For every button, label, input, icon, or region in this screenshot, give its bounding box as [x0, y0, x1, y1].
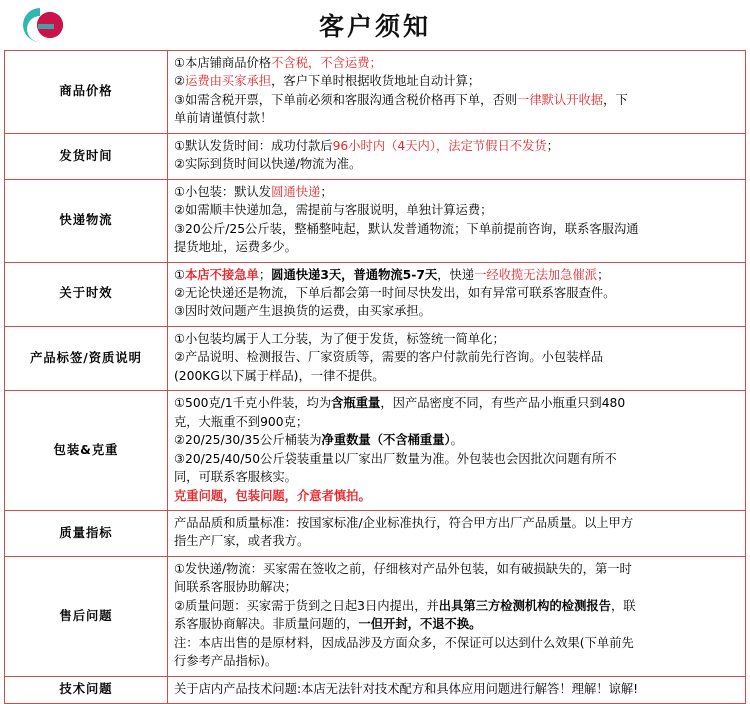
content-line — [174, 469, 739, 486]
row-label: 发货时间 — [5, 133, 168, 179]
table-row — [5, 262, 746, 326]
content-text: ； — [320, 184, 333, 199]
content-text: 克，大瓶重不到900克； — [174, 414, 309, 429]
content-line — [174, 515, 739, 532]
content-text: (200KG以下属于样品)，一律不提供。 — [174, 368, 385, 383]
content-text: 注：本店出售的是原材料，因成品涉及方面众多，不保证可以达到什么效果(下单前先 — [174, 635, 634, 650]
row-content — [168, 133, 746, 179]
content-line — [174, 653, 739, 670]
content-text: ② — [174, 74, 186, 89]
content-line — [174, 616, 739, 633]
content-text: 96小时内（4天内），法定节假日不发货 — [332, 138, 547, 153]
content-text: 。 — [450, 433, 463, 448]
content-text: 产品品质和质量标准：按国家标准/企业标准执行，符合甲方出厂产品质量。以上甲方 — [174, 515, 634, 530]
content-line — [174, 55, 739, 72]
content-text: ③20公斤/25公斤装，整桶整吨起，默认发普通物流；下单前提前咨询，联系客服沟通 — [174, 221, 639, 236]
content-text: ①本店铺商品价格 — [174, 56, 272, 70]
notice-table — [4, 50, 746, 704]
content-line — [174, 303, 739, 320]
row-content — [168, 179, 746, 262]
content-text: 出具第三方检测机构的检测报告 — [438, 598, 611, 613]
content-text: 含瓶重量 — [331, 396, 381, 411]
page-header — [0, 0, 750, 50]
content-text: ，联 — [610, 598, 636, 613]
page-title: 客户须知 — [318, 12, 431, 41]
content-text: ②无论快递还是物流，下单后都会第一时间尽快发出，如有异常可联系客服查件。 — [174, 285, 616, 300]
content-text: 一经收揽无法加急催派 — [474, 267, 598, 282]
content-line — [174, 368, 739, 385]
content-text: ②产品说明、检测报告、厂家资质等，需要的客户付款前先行咨询。小包装样品 — [174, 350, 604, 365]
table-row — [5, 391, 746, 511]
content-line — [174, 598, 739, 615]
row-label: 快递物流 — [5, 179, 168, 262]
row-content — [168, 262, 746, 326]
content-line — [174, 221, 739, 238]
content-line — [174, 533, 739, 550]
content-text: 运费由买家承担 — [185, 74, 272, 89]
row-label: 技术问题 — [5, 676, 168, 703]
content-text: ①小包装均属于人工分装，为了便于发货，标签统一简单化； — [174, 331, 505, 346]
content-line — [174, 432, 739, 449]
row-content — [168, 676, 746, 703]
company-logo — [8, 2, 78, 48]
content-line — [174, 331, 739, 348]
content-text: 行参考产品指标)。 — [174, 654, 278, 669]
content-text: 一律默认开收据 — [517, 92, 604, 107]
content-text: 提货地址，运费多少。 — [174, 240, 297, 255]
row-label: 商品价格 — [5, 51, 168, 134]
content-line — [174, 110, 739, 127]
content-text: 指生产厂家，或者我方。 — [174, 534, 310, 549]
content-text: 关于店内产品技术问题:本店无法针对技术配方和具体应用问题进行解答！理解！谅解! — [174, 681, 639, 696]
content-line — [174, 285, 739, 302]
content-line — [174, 138, 739, 155]
content-text: 圆通快递3天，普通物流5-7天 — [271, 267, 438, 282]
content-line — [174, 202, 739, 219]
row-content — [168, 326, 746, 390]
row-label: 产品标签/资质说明 — [5, 326, 168, 390]
content-line — [174, 488, 739, 505]
table-row — [5, 326, 746, 390]
content-text: ②质量问题：买家需于货到之日起3日内提出，并 — [174, 598, 439, 613]
table-row — [5, 179, 746, 262]
content-line — [174, 579, 739, 596]
content-text: ； — [546, 138, 559, 153]
content-line — [174, 156, 739, 173]
content-text: ①发快递/物流：买家需在签收之前，仔细核对产品外包装，如有破损缺失的，第一时 — [174, 561, 632, 576]
table-row — [5, 51, 746, 134]
content-text: ； — [597, 267, 610, 282]
row-label: 关于时效 — [5, 262, 168, 326]
notice-table-body — [5, 51, 746, 704]
content-line — [174, 451, 739, 468]
content-text: ，因产品密度不同，有些产品小瓶重只到480 — [380, 396, 626, 411]
content-line — [174, 681, 739, 698]
row-content — [168, 556, 746, 676]
content-text: ③如需含税开票，下单前必须和客服沟通含税价格再下单，否则 — [174, 92, 518, 107]
row-label: 质量指标 — [5, 510, 168, 556]
row-label: 售后问题 — [5, 556, 168, 676]
content-line — [174, 267, 739, 284]
row-label: 包装&克重 — [5, 391, 168, 511]
content-line — [174, 239, 739, 256]
content-line — [174, 414, 739, 431]
content-text: ①默认发货时间：成功付款后 — [174, 138, 333, 153]
content-text: ，快递 — [437, 267, 475, 282]
content-text: ； — [258, 267, 272, 282]
content-text: ，客户下单时根据收货地址自动计算； — [271, 74, 481, 89]
content-text: ②实际到货时间以快递/物流为准。 — [174, 157, 362, 172]
content-text: 圆通快递 — [271, 184, 321, 199]
content-text: 系客服协商解决。非质量问题的， — [174, 617, 359, 632]
content-text: ，下 — [603, 92, 628, 107]
table-row — [5, 133, 746, 179]
content-line — [174, 92, 739, 109]
content-text: ②20/25/30/35公斤桶装为 — [174, 433, 322, 448]
content-text: 一但开封，不退不换。 — [358, 617, 482, 632]
content-line — [174, 395, 739, 412]
content-line — [174, 184, 739, 201]
content-text: ③因时效问题产生退换货的运费，由买家承担。 — [174, 304, 431, 319]
row-content — [168, 510, 746, 556]
content-line — [174, 349, 739, 366]
content-text: 不含税，不含运费； — [271, 56, 382, 70]
row-content — [168, 391, 746, 511]
content-text: 净重数量（不含桶重量） — [321, 433, 451, 448]
content-text: ① — [174, 267, 186, 282]
table-row — [5, 510, 746, 556]
content-text: 本店不接急单 — [185, 267, 259, 282]
content-line — [174, 73, 739, 90]
content-line — [174, 635, 739, 652]
content-text: 间联系客服协助解决； — [174, 580, 297, 595]
content-text: 同，可联系客服核实。 — [174, 470, 297, 485]
content-text: ③20/25/40/50公斤袋装重量以厂家出厂数量为准。外包装也会因批次问题有所不 — [174, 451, 617, 466]
content-text: ①500克/1千克小件装，均为 — [174, 396, 332, 411]
content-text: 单前请谨慎付款！ — [174, 111, 273, 126]
content-text: ①小包装：默认发 — [174, 184, 272, 199]
content-text: 克重问题，包装问题，介意者慎拍。 — [174, 488, 371, 503]
table-row — [5, 556, 746, 676]
content-line — [174, 561, 739, 578]
content-text: ②如需顺丰快递加急，需提前与客服说明，单独计算运费； — [174, 203, 493, 218]
table-row — [5, 676, 746, 703]
row-content — [168, 51, 746, 134]
